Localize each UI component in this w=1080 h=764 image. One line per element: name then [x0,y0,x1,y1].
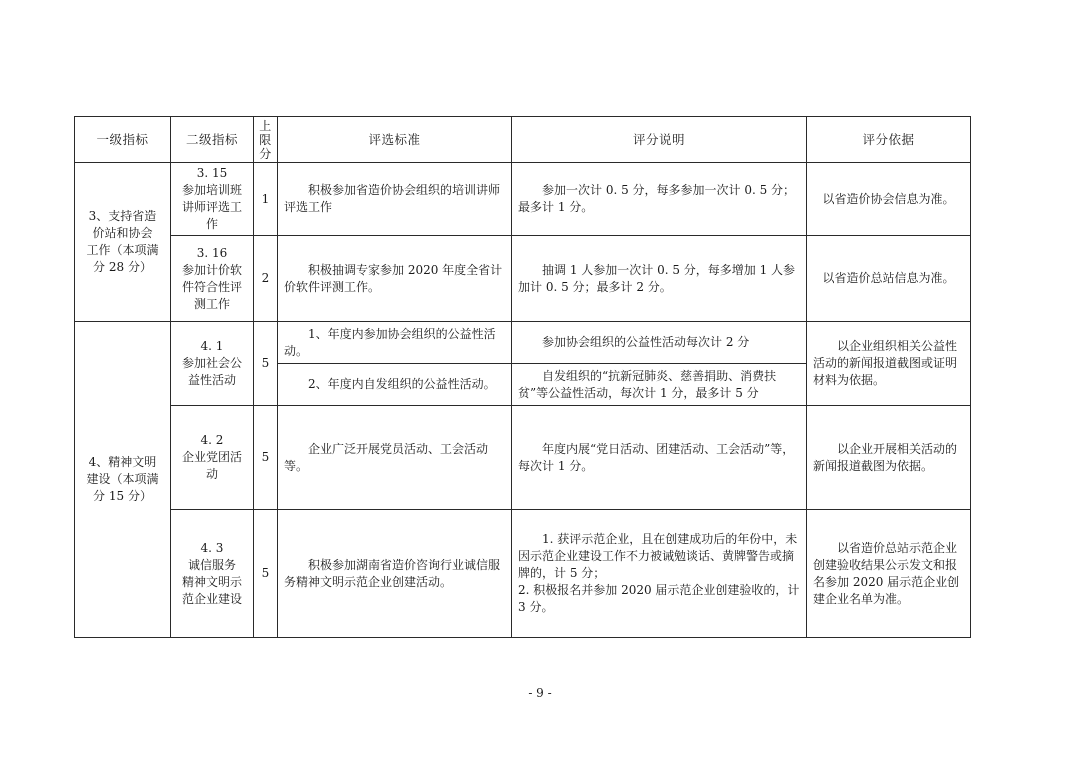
indicator-3-16: 3. 16 参加计价软 件符合性评 测工作 [171,236,254,322]
indicator-4-2: 4. 2 企业党团活 动 [171,406,254,510]
cap-4-2: 5 [254,406,278,510]
indicator-4-1: 4. 1 参加社会公 益性活动 [171,322,254,406]
basis-3-16: 以省造价总站信息为准。 [807,236,971,322]
page-number: - 9 - [528,686,552,700]
header-level1: 一级指标 [75,117,171,163]
scoring-3-16: 抽调 1 人参加一次计 0. 5 分，每多增加 1 人参加计 0. 5 分；最多计 2 分。 [512,236,807,322]
basis-4-1: 以企业组织相关公益性活动的新闻报道截图或证明材料为依据。 [807,322,971,406]
criteria-4-1-b: 2、年度内自发组织的公益性活动。 [278,364,512,406]
criteria-4-2: 企业广泛开展党员活动、工会活动等。 [278,406,512,510]
cap-4-1: 5 [254,322,278,406]
criteria-3-15: 积极参加省造价协会组织的培训讲师评选工作 [278,163,512,236]
header-criteria: 评选标准 [278,117,512,163]
table-row [75,322,971,364]
basis-4-3: 以省造价总站示范企业创建验收结果公示发文和报名参加 2020 届示范企业创建企业名单为准。 [807,510,971,638]
header-scoring: 评分说明 [512,117,807,163]
header-level2: 二级指标 [171,117,254,163]
group-3-name: 3、支持省造 价站和协会 工作（本项满 分 28 分） [75,163,171,322]
scoring-3-15: 参加一次计 0. 5 分，每多参加一次计 0. 5 分；最多计 1 分。 [512,163,807,236]
cap-4-3: 5 [254,510,278,638]
scoring-4-1-a: 参加协会组织的公益性活动每次计 2 分 [512,322,807,364]
criteria-4-3: 积极参加湖南省造价咨询行业诚信服务精神文明示范企业创建活动。 [278,510,512,638]
cap-3-15: 1 [254,163,278,236]
basis-4-2: 以企业开展相关活动的新闻报道截图为依据。 [807,406,971,510]
basis-3-15: 以省造价协会信息为准。 [807,163,971,236]
table-row [75,163,971,236]
cap-3-16: 2 [254,236,278,322]
header-cap: 上 限 分 [254,117,278,163]
indicator-4-3: 4. 3 诚信服务 精神文明示 范企业建设 [171,510,254,638]
table-row [75,510,971,638]
table-row [75,406,971,510]
scoring-4-3: 1. 获评示范企业，且在创建成功后的年份中，未因示范企业建设工作不力被诫勉谈话、黄牌警告或摘牌的，计 5 分； 2. 积极报名并参加 2020 届示范企业创建验收的，计 3 分。 [512,510,807,638]
group-4-name: 4、精神文明 建设（本项满 分 15 分） [75,322,171,638]
header-row [75,117,971,163]
table-row [75,236,971,322]
indicator-3-15: 3. 15 参加培训班 讲师评选工 作 [171,163,254,236]
scoring-4-2: 年度内展“党日活动、团建活动、工会活动”等，每次计 1 分。 [512,406,807,510]
scoring-4-1-b: 自发组织的“抗新冠肺炎、慈善捐助、消费扶贫”等公益性活动，每次计 1 分，最多计 5 分 [512,364,807,406]
header-basis: 评分依据 [807,117,971,163]
evaluation-table [74,116,971,638]
criteria-3-16: 积极抽调专家参加 2020 年度全省计价软件评测工作。 [278,236,512,322]
criteria-4-1-a: 1、年度内参加协会组织的公益性活动。 [278,322,512,364]
